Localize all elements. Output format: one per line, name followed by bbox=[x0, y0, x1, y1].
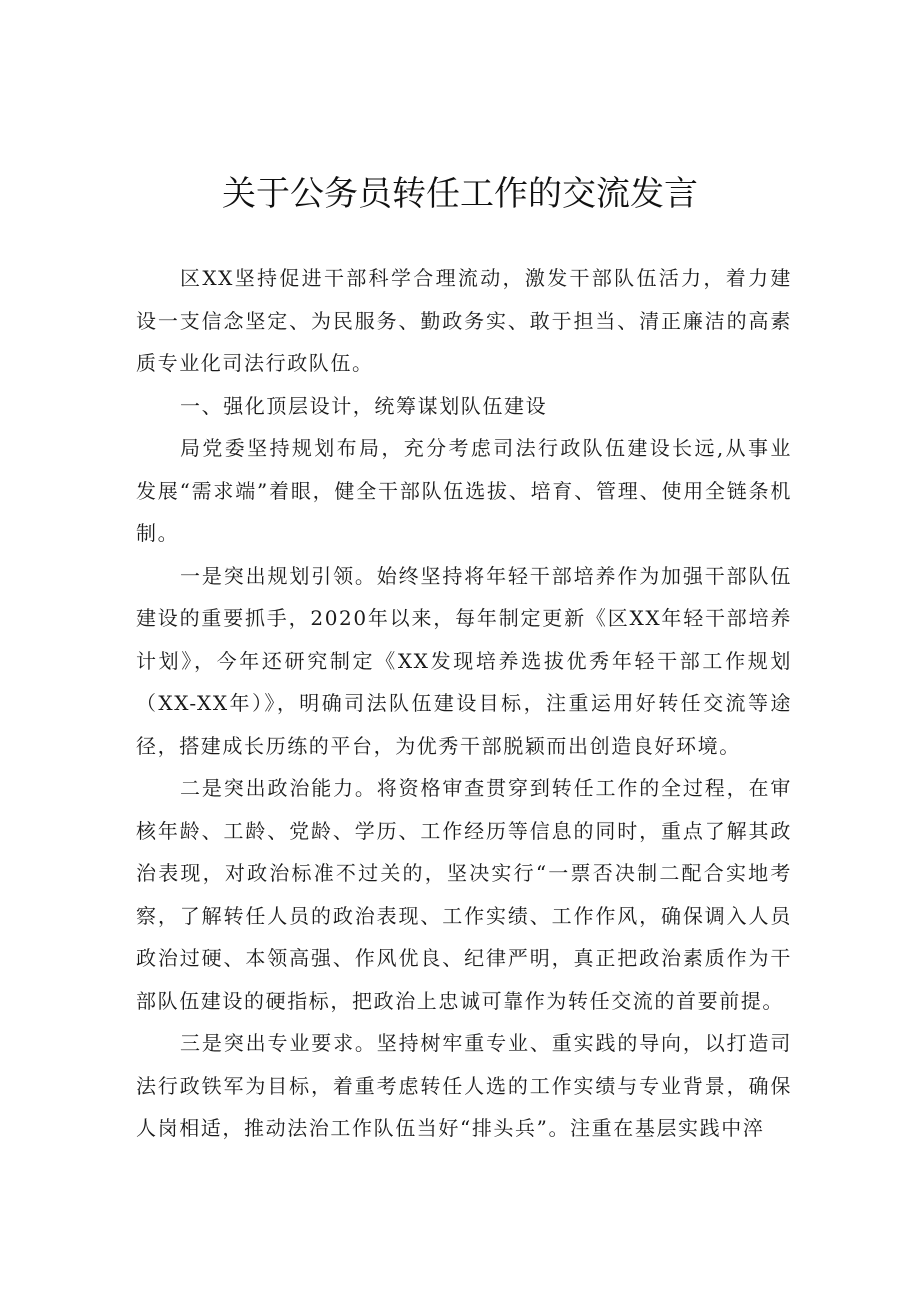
political-ability-paragraph: 二是突出政治能力。将资格审查贯穿到转任工作的全过程，在审核年龄、工龄、党龄、学历、工作经历等信息的同时，重点了解其政治表现，对政治标准不过关的，坚决实行“一票否决制二配合实地考察，了解转任人员的政治表现、工作实绩、工作作风，确保调入人员政治过硬、本领高强、作风优良、纪律严明，真正把政治素质作为干部队伍建设的硬指标，把政治上忠诚可靠作为转任交流的首要前提。 bbox=[136, 776, 792, 1013]
planning-guidance-paragraph: 一是突出规划引领。始终坚持将年轻干部培养作为加强干部队伍建设的重要抓手，2020年以来，每年制定更新《区XX年轻干部培养计划》，今年还研究制定《XX发现培养选拔优秀年轻干部工作规划（XX-XX年）》，明确司法队伍建设目标，注重运用好转任交流等途径，搭建成长历练的平台，为优秀干部脱颖而出创造良好环境。 bbox=[136, 563, 792, 758]
document-body bbox=[136, 257, 792, 1150]
intro-paragraph: 区XX坚持促进干部科学合理流动，激发干部队伍活力，着力建设一支信念坚定、为民服务、勤政务实、敢于担当、清正廉洁的高素质专业化司法行政队伍。 bbox=[136, 266, 792, 375]
document-title: 关于公务员转任工作的交流发言 bbox=[222, 174, 698, 214]
section-heading-1: 一、强化顶层设计，统筹谋划队伍建设 bbox=[180, 393, 548, 418]
section-1-summary-paragraph: 局党委坚持规划布局，充分考虑司法行政队伍建设长远,从事业发展“需求端”着眼，健全干部队伍选拔、培育、管理、使用全链条机制。 bbox=[136, 436, 792, 545]
professional-requirement-paragraph: 三是突出专业要求。坚持树牢重专业、重实践的导向，以打造司法行政铁军为目标，着重考虑转任人选的工作实绩与专业背景，确保人岗相适，推动法治工作队伍当好“排头兵”。注重在基层实践中淬 bbox=[136, 1031, 792, 1140]
